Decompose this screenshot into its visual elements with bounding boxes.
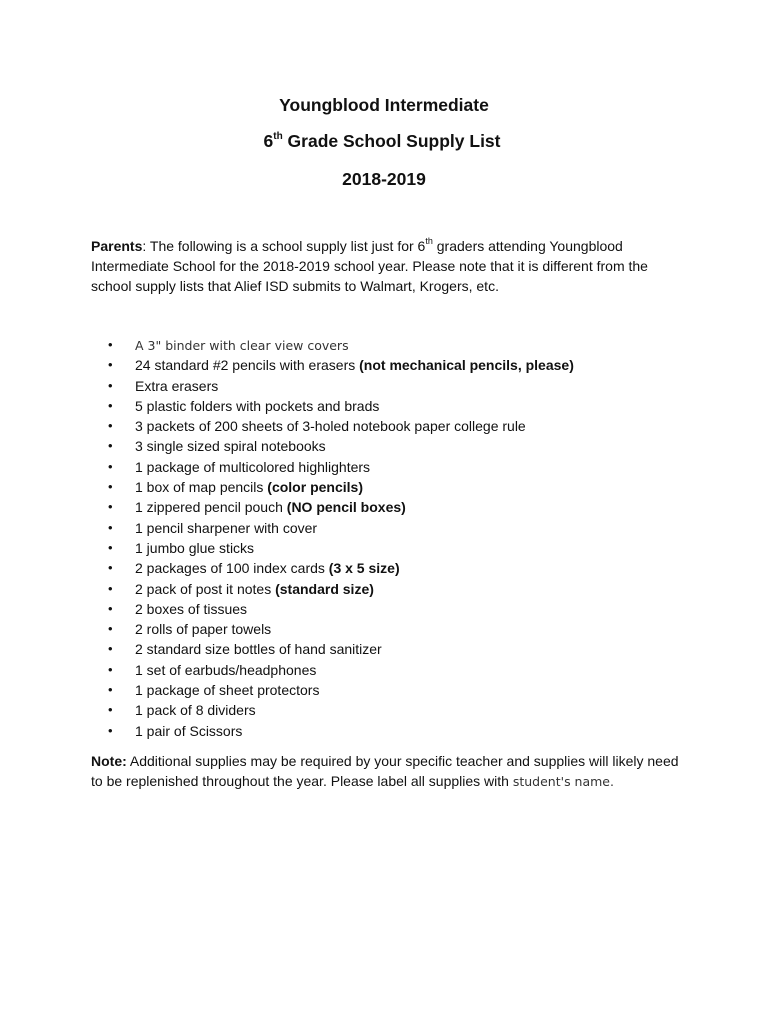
supply-list-item xyxy=(108,416,708,436)
supply-item-emphasis: (not mechanical pencils, please) xyxy=(359,357,574,374)
bullet-icon: • xyxy=(108,397,113,413)
supply-list-item xyxy=(108,355,708,375)
bullet-icon: • xyxy=(108,702,113,718)
supply-item-emphasis: (NO pencil boxes) xyxy=(286,499,406,516)
list-title-heading xyxy=(0,130,766,152)
bullet-icon: • xyxy=(108,418,113,434)
supply-list-item xyxy=(108,579,708,599)
supply-item-text: A 3" binder with clear view covers xyxy=(135,338,349,353)
supply-item-text: 24 standard #2 pencils with erasers xyxy=(135,357,360,374)
bullet-icon: • xyxy=(108,641,113,657)
supply-list-item xyxy=(108,457,708,477)
school-year: 2018-2019 xyxy=(342,169,426,189)
bullet-icon: • xyxy=(108,661,113,677)
supply-item-text: 1 package of multicolored highlighters xyxy=(135,458,371,475)
supply-item-text: 2 boxes of tissues xyxy=(135,600,248,617)
supply-item-text: 1 pencil sharpener with cover xyxy=(135,519,318,536)
bullet-icon: • xyxy=(108,499,113,515)
bullet-icon: • xyxy=(108,682,113,698)
bullet-icon: • xyxy=(108,580,113,596)
note-paragraph xyxy=(91,751,691,792)
supply-list-item xyxy=(108,477,708,497)
supply-list-item xyxy=(108,538,708,558)
supply-item-emphasis: (standard size) xyxy=(275,580,374,597)
list-title: Grade School Supply List xyxy=(282,131,501,151)
supply-list-item xyxy=(108,619,708,639)
bullet-icon: • xyxy=(108,377,113,393)
grade-number: 6 xyxy=(263,131,274,151)
supply-list-item xyxy=(108,721,708,741)
supply-item-text: 1 package of sheet protectors xyxy=(135,682,320,699)
supply-item-text: 1 zippered pencil pouch xyxy=(135,499,287,516)
school-year-heading xyxy=(0,168,768,190)
supply-item-text: 2 packages of 100 index cards xyxy=(135,560,329,577)
supply-item-text: 1 jumbo glue sticks xyxy=(135,539,255,556)
supply-item-text: 1 set of earbuds/headphones xyxy=(135,661,317,678)
school-name: Youngblood Intermediate xyxy=(279,95,489,115)
supply-list-item xyxy=(108,660,708,680)
supply-list-item xyxy=(108,376,708,396)
supply-item-text: 5 plastic folders with pockets and brads xyxy=(135,397,380,414)
note-label: Note: xyxy=(91,753,127,769)
supply-item-text: 2 standard size bottles of hand sanitizer xyxy=(135,641,382,658)
intro-text-1: : The following is a school supply list just for 6 xyxy=(142,238,426,254)
grade-suffix: th xyxy=(273,131,283,143)
school-name-heading xyxy=(0,94,768,116)
bullet-icon: • xyxy=(108,600,113,616)
bullet-icon: • xyxy=(108,722,113,738)
supply-item-text: 2 rolls of paper towels xyxy=(135,621,272,638)
note-text: Additional supplies may be required by your specific teacher and supplies will likely need to be replenished throughout the year. Please label all supplies with xyxy=(91,753,679,789)
supply-list xyxy=(108,335,708,741)
supply-list-item xyxy=(108,436,708,456)
supply-item-text: 1 box of map pencils xyxy=(135,479,268,496)
intro-paragraph xyxy=(91,236,691,296)
bullet-icon: • xyxy=(108,560,113,576)
intro-sup: th xyxy=(425,236,433,247)
supply-item-emphasis: (color pencils) xyxy=(267,479,363,496)
supply-list-item xyxy=(108,700,708,720)
supply-item-text: 3 single sized spiral notebooks xyxy=(135,438,326,455)
bullet-icon: • xyxy=(108,539,113,555)
supply-list-item xyxy=(108,518,708,538)
bullet-icon: • xyxy=(108,621,113,637)
supply-list-item xyxy=(108,639,708,659)
supply-list-item xyxy=(108,335,708,355)
supply-item-text: 2 pack of post it notes xyxy=(135,580,276,597)
bullet-icon: • xyxy=(108,357,113,373)
bullet-icon: • xyxy=(108,458,113,474)
supply-item-text: 3 packets of 200 sheets of 3-holed notebook paper college rule xyxy=(135,418,526,435)
supply-item-text: 1 pair of Scissors xyxy=(135,722,243,739)
supply-list-item xyxy=(108,599,708,619)
intro-label: Parents xyxy=(91,238,143,254)
supply-item-emphasis: (3 x 5 size) xyxy=(328,560,400,577)
supply-list-item xyxy=(108,558,708,578)
supply-list-item xyxy=(108,497,708,517)
bullet-icon: • xyxy=(108,438,113,454)
supply-item-text: Extra erasers xyxy=(135,377,219,394)
intro-text-2: graders attending Youngblood Intermediate School for the 2018-2019 school year. Please note that it is different from the school supply lists that Alief ISD submits to Walmart, Krogers, etc. xyxy=(91,238,648,294)
bullet-icon: • xyxy=(108,519,113,535)
supply-list-item xyxy=(108,396,708,416)
bullet-icon: • xyxy=(108,337,113,352)
supply-item-text: 1 pack of 8 dividers xyxy=(135,702,256,719)
note-tail: student's name. xyxy=(512,774,614,789)
bullet-icon: • xyxy=(108,479,113,495)
supply-list-item xyxy=(108,680,708,700)
